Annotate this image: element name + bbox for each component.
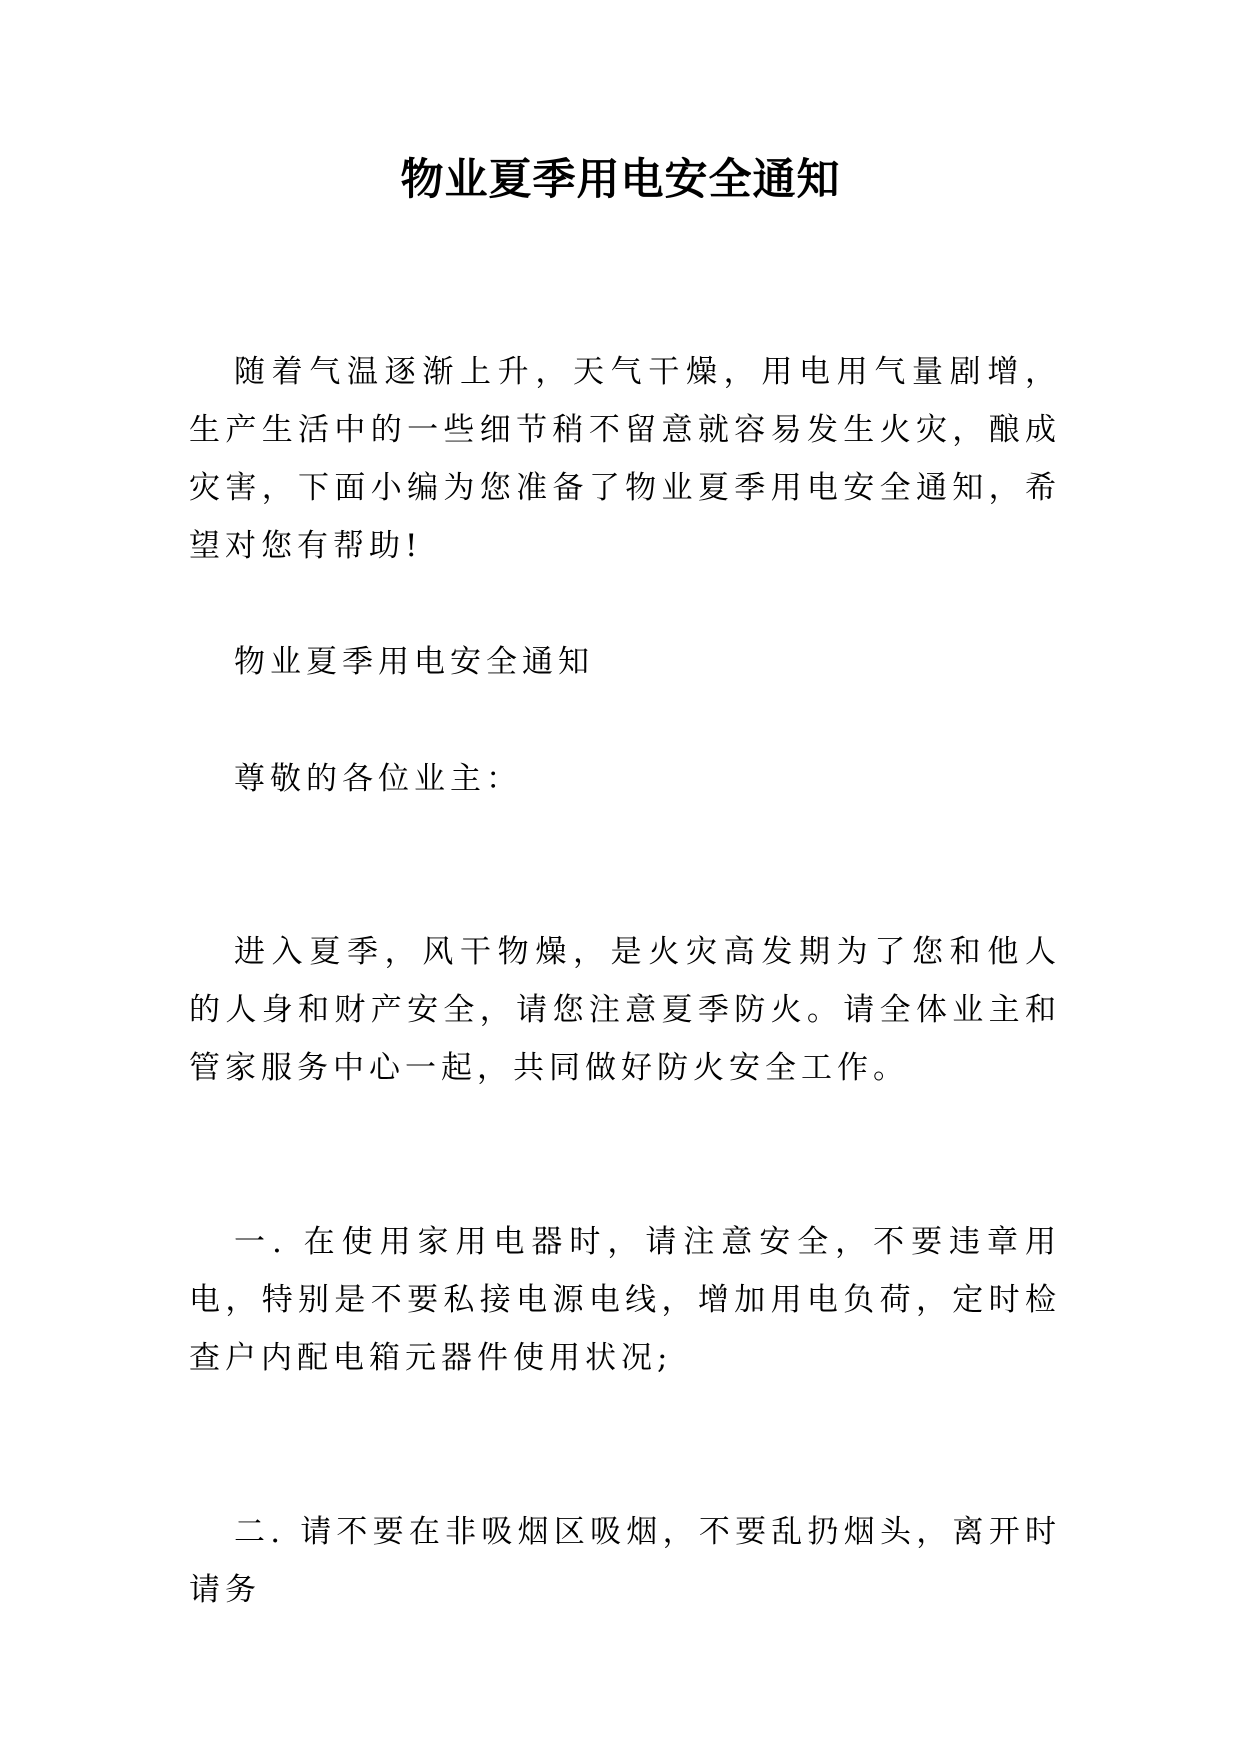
notice-heading: 物业夏季用电安全通知 [234,644,594,680]
item-one-paragraph: 一. 在使用家用电器时，请注意安全，不要违章用电，特别是不要私接电源电线，增加用电负荷，定时检查户内配电箱元器件使用状况; [189,1224,1061,1376]
salutation: 尊敬的各位业主： [234,761,522,797]
intro-paragraph: 随着气温逐渐上升，天气干燥，用电用气量剧增，生产生活中的一些细节稍不留意就容易发生火灾，酿成灾害，下面小编为您准备了物业夏季用电安全通知，希望对您有帮助! [189,354,1061,564]
document-title: 物业夏季用电安全通知 [400,155,841,205]
item-two-paragraph: 二. 请不要在非吸烟区吸烟，不要乱扔烟头，离开时请务 [189,1514,1061,1608]
body-paragraph: 进入夏季，风干物燥，是火灾高发期为了您和他人的人身和财产安全，请您注意夏季防火。请全体业主和管家服务中心一起，共同做好防火安全工作。 [189,934,1061,1086]
